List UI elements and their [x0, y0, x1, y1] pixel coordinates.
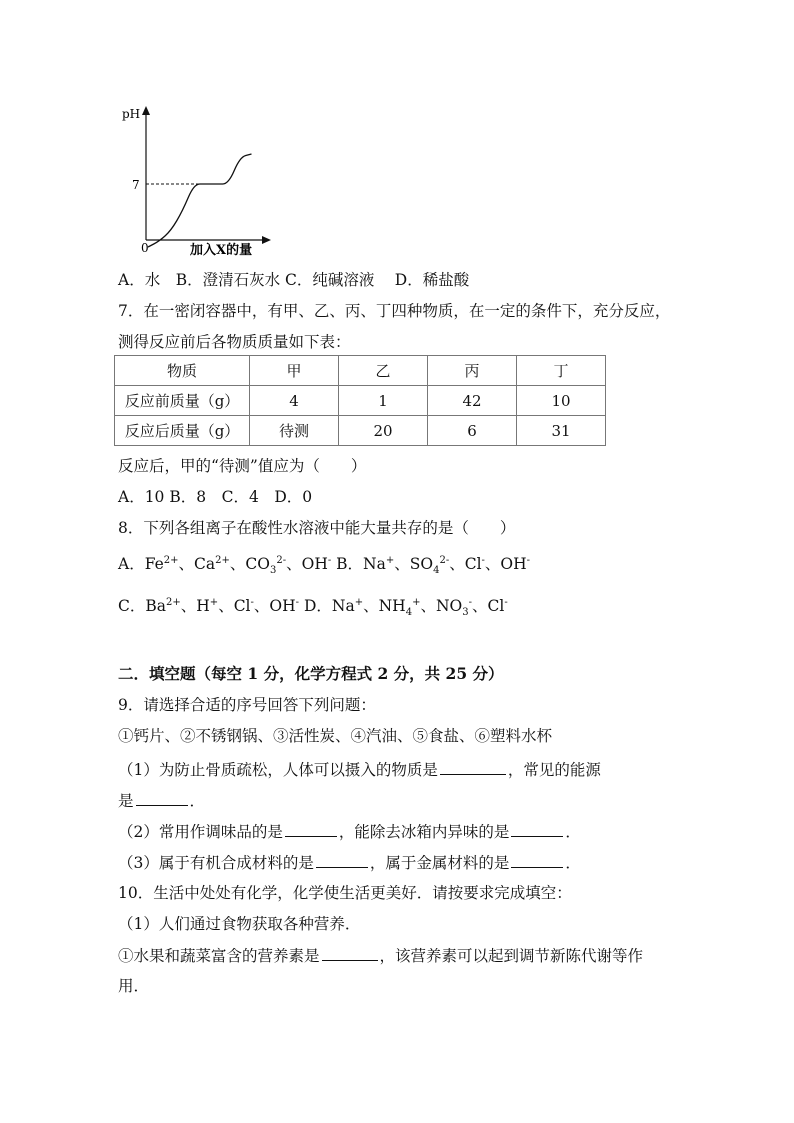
x-axis-arrow — [262, 236, 271, 244]
answer-blank[interactable] — [511, 821, 563, 837]
ion-text: 、OH — [484, 555, 527, 573]
ph-chart — [112, 100, 282, 262]
ion-charge: 2- — [439, 554, 450, 566]
table-cell: 4 — [250, 386, 339, 416]
ion-subscript: 3 — [462, 607, 469, 619]
q7-after: 反应后，甲的“待测”值应为（ ） — [118, 457, 367, 475]
ph-curve — [148, 154, 252, 247]
q7-stem-line2: 测得反应前后各物质质量如下表： — [118, 333, 351, 351]
ion-text: D．Na — [299, 597, 355, 615]
ion-text: 、OH — [253, 597, 296, 615]
mass-table — [114, 355, 606, 446]
q10-part1: （1）人们通过食物获取各种营养． — [118, 915, 361, 933]
ion-charge: - — [295, 596, 300, 608]
ion-text: 、H — [180, 597, 210, 615]
table-cell: 反应后质量（g） — [115, 416, 250, 446]
header-cell: 丙 — [428, 356, 517, 386]
q6-options: A．水 B．澄清石灰水 C．纯碱溶液 D．稀盐酸 — [118, 271, 470, 289]
ion-charge: + — [209, 596, 219, 608]
question-text: （3）属于有机合成材料的是 — [118, 854, 314, 872]
y-axis-label: pH — [122, 107, 141, 121]
ion-charge: 2+ — [215, 554, 230, 566]
q9-items: ①钙片、②不锈钢锅、③活性炭、④汽油、⑤食盐、⑥塑料水杯 — [118, 727, 553, 745]
table-cell: 反应前质量（g） — [115, 386, 250, 416]
answer-blank[interactable] — [316, 852, 368, 868]
question-text: （1）为防止骨质疏松，人体可以摄入的物质是 — [118, 761, 438, 779]
q10-part1-item1-line1 — [118, 945, 643, 966]
ion-subscript: 4 — [433, 565, 440, 577]
table-cell: 20 — [339, 416, 428, 446]
ion-text: 、OH — [286, 555, 328, 573]
q9-part3 — [118, 852, 581, 873]
question-text: ． — [189, 792, 206, 810]
y-axis-arrow — [142, 106, 150, 115]
table-header-row — [115, 356, 606, 386]
x-axis-label: 加入X的量 — [190, 243, 253, 258]
ion-charge: + — [412, 596, 421, 608]
ion-charge: + — [385, 554, 395, 566]
ion-charge: + — [354, 596, 364, 608]
origin-label: 0 — [141, 241, 149, 255]
ion-charge: - — [481, 554, 485, 566]
ion-subscript: 4 — [405, 607, 413, 619]
ion-charge: 2+ — [163, 554, 179, 566]
question-text: ，属于金属材料的是 — [369, 854, 510, 872]
ion-charge: - — [250, 596, 254, 608]
option-label: A． — [118, 555, 145, 573]
table-cell: 42 — [428, 386, 517, 416]
ion-charge: 2- — [276, 554, 287, 566]
answer-blank[interactable] — [285, 821, 337, 837]
ion-text: 、Ca — [178, 555, 216, 573]
table-cell: 31 — [517, 416, 606, 446]
ion-text: 、SO — [394, 555, 434, 573]
option-label: C． — [118, 597, 146, 615]
ion-text: 、Cl — [218, 597, 251, 615]
table-row — [115, 386, 606, 416]
header-cell: 物质 — [115, 356, 250, 386]
ion-text: B．Na — [331, 555, 386, 573]
ion-text: 、NH — [363, 597, 406, 615]
q7-options: A．10 B．8 C．4 D．0 — [118, 488, 313, 506]
question-text: ，该营养素可以起到调节新陈代谢等作 — [379, 947, 644, 965]
q8-stem: 8．下列各组离子在酸性水溶液中能大量共存的是（ ） — [118, 519, 516, 537]
table-cell: 6 — [428, 416, 517, 446]
header-cell: 丁 — [517, 356, 606, 386]
question-text: ①水果和蔬菜富含的营养素是 — [118, 947, 320, 965]
ref-tick-label: 7 — [132, 178, 140, 192]
ion-subscript: 3 — [269, 565, 277, 577]
ion-charge: 2+ — [166, 596, 181, 608]
ion-charge: - — [504, 596, 508, 608]
q10-part1-item1-line2: 用． — [118, 977, 150, 995]
q9-part1-line1 — [118, 759, 601, 780]
header-cell: 甲 — [250, 356, 339, 386]
question-text: ，能除去冰箱内异味的是 — [338, 823, 510, 841]
q9-part1-line2 — [118, 790, 205, 811]
ion-charge: - — [327, 554, 332, 566]
table-row — [115, 416, 606, 446]
section-2-heading: 二．填空题（每空 1 分，化学方程式 2 分，共 25 分） — [118, 664, 504, 683]
q8-option-c-d — [118, 596, 508, 619]
answer-blank[interactable] — [136, 790, 188, 806]
q9-stem: 9．请选择合适的序号回答下列问题： — [118, 696, 376, 714]
table-cell: 10 — [517, 386, 606, 416]
answer-blank[interactable] — [511, 852, 563, 868]
question-text: ． — [565, 823, 581, 841]
ion-text: Fe — [144, 555, 164, 573]
table-cell: 1 — [339, 386, 428, 416]
ion-text: 、Cl — [449, 555, 482, 573]
ion-charge: - — [526, 554, 531, 566]
q7-stem-line1: 7．在一密闭容器中，有甲、乙、丙、丁四种物质，在一定的条件下，充分反应， — [118, 302, 671, 320]
ion-charge: - — [468, 596, 472, 608]
question-text: 是 — [118, 792, 134, 810]
q8-option-a-b — [118, 554, 531, 577]
ion-text: 、NO — [420, 597, 463, 615]
table-cell: 待测 — [250, 416, 339, 446]
ion-text: 、Cl — [472, 597, 505, 615]
answer-blank[interactable] — [322, 945, 378, 961]
ion-text: 、CO — [229, 555, 270, 573]
answer-blank[interactable] — [440, 759, 506, 775]
question-text: ，常见的能源 — [507, 761, 601, 779]
ion-text: Ba — [145, 597, 167, 615]
question-text: （2）常用作调味品的是 — [118, 823, 283, 841]
q10-stem: 10．生活中处处有化学，化学使生活更美好．请按要求完成填空： — [118, 884, 572, 902]
header-cell: 乙 — [339, 356, 428, 386]
question-text: ． — [565, 854, 581, 872]
q9-part2 — [118, 821, 581, 842]
